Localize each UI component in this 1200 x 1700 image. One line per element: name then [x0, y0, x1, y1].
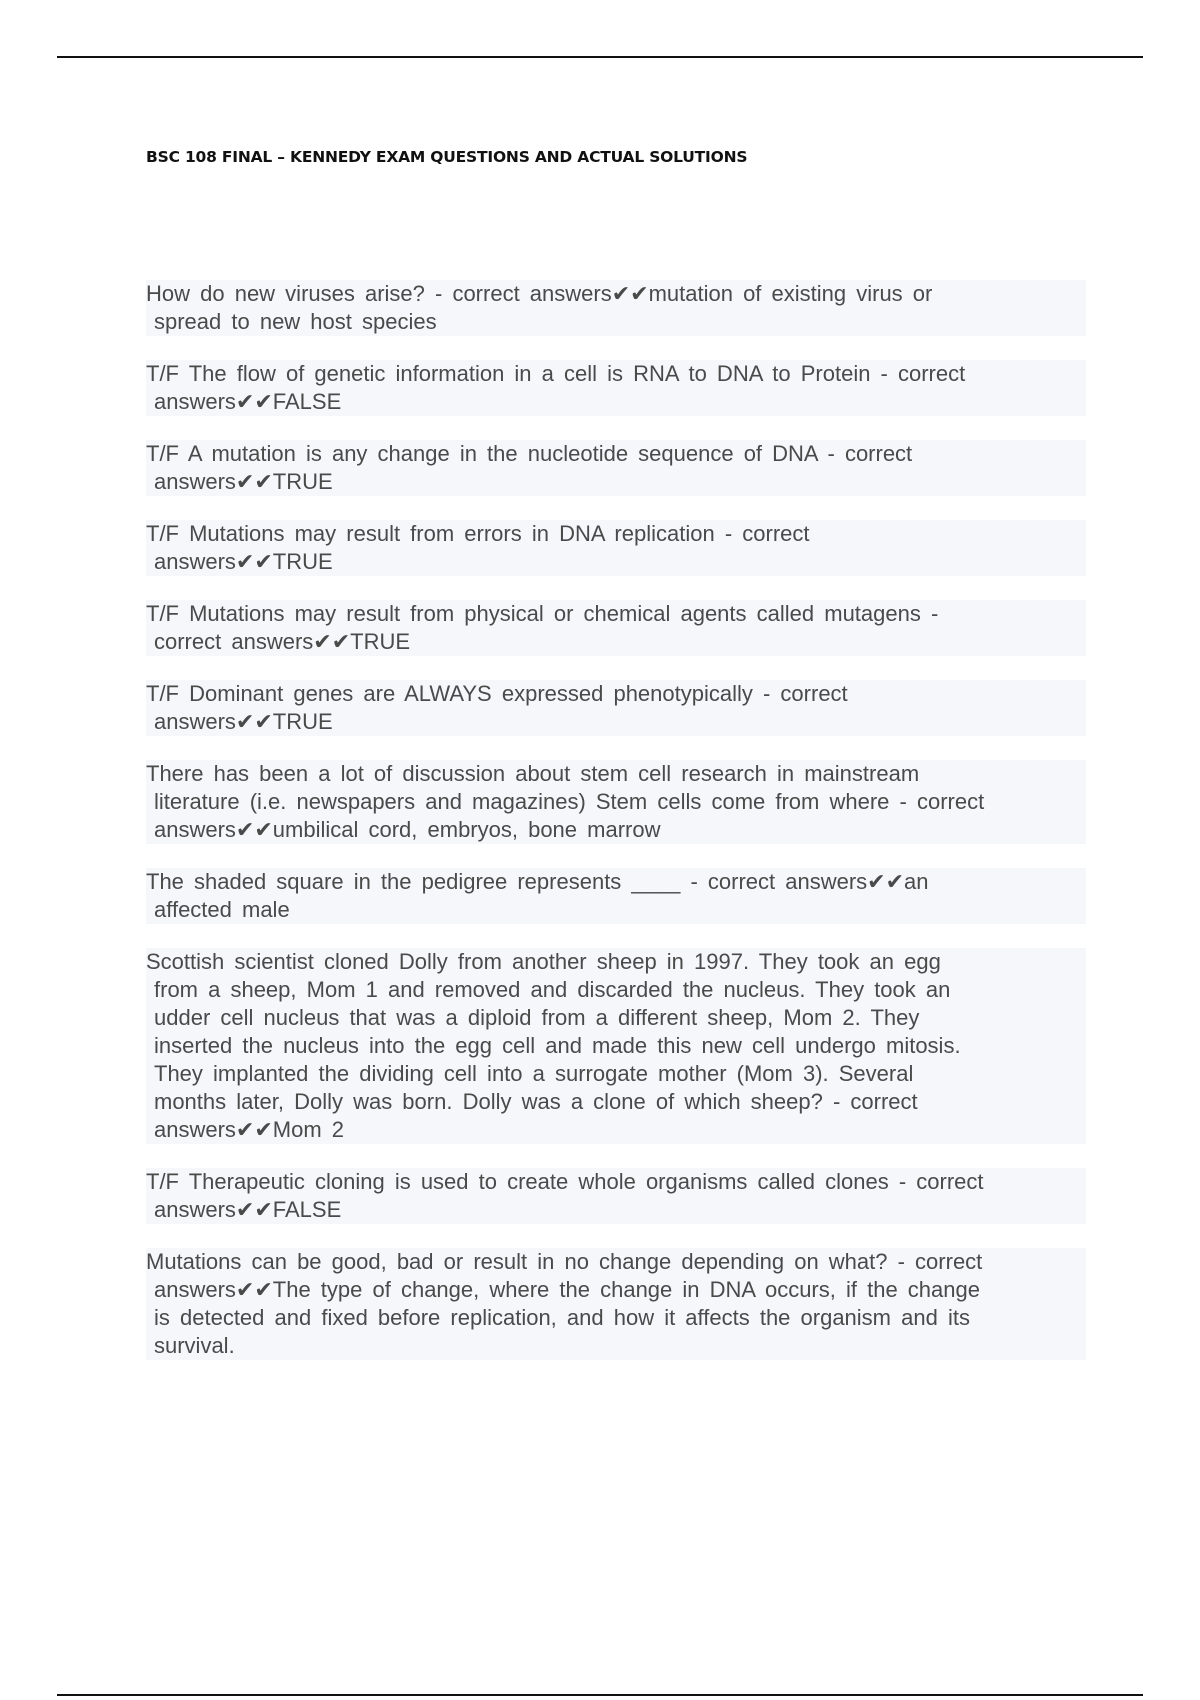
qa-line: spread to new host species	[146, 308, 1086, 336]
qa-line: months later, Dolly was born. Dolly was a clone of which sheep? - correct	[146, 1088, 1086, 1116]
qa-item	[146, 520, 1086, 576]
qa-line: affected male	[146, 896, 1086, 924]
document-title: BSC 108 FINAL – KENNEDY EXAM QUESTIONS AND ACTUAL SOLUTIONS	[146, 148, 748, 166]
qa-line: answers✔✔Mom 2	[146, 1116, 1086, 1144]
qa-line: There has been a lot of discussion about stem cell research in mainstream	[146, 760, 1086, 788]
qa-line: literature (i.e. newspapers and magazines) Stem cells come from where - correct	[146, 788, 1086, 816]
qa-item	[146, 600, 1086, 656]
qa-line: inserted the nucleus into the egg cell and made this new cell undergo mitosis.	[146, 1032, 1086, 1060]
qa-line: T/F Mutations may result from physical or chemical agents called mutagens -	[146, 600, 1086, 628]
qa-line: answers✔✔The type of change, where the change in DNA occurs, if the change	[146, 1276, 1086, 1304]
qa-item	[146, 868, 1086, 924]
qa-line: answers✔✔TRUE	[146, 548, 1086, 576]
qa-line: T/F A mutation is any change in the nucleotide sequence of DNA - correct	[146, 440, 1086, 468]
qa-line: correct answers✔✔TRUE	[146, 628, 1086, 656]
qa-line: udder cell nucleus that was a diploid from a different sheep, Mom 2. They	[146, 1004, 1086, 1032]
qa-line: is detected and fixed before replication, and how it affects the organism and its	[146, 1304, 1086, 1332]
qa-item	[146, 760, 1086, 844]
qa-item	[146, 440, 1086, 496]
qa-line: from a sheep, Mom 1 and removed and discarded the nucleus. They took an	[146, 976, 1086, 1004]
qa-line: They implanted the dividing cell into a surrogate mother (Mom 3). Several	[146, 1060, 1086, 1088]
header-rule	[57, 56, 1143, 58]
qa-line: T/F Mutations may result from errors in DNA replication - correct	[146, 520, 1086, 548]
qa-line: answers✔✔FALSE	[146, 388, 1086, 416]
qa-line: answers✔✔FALSE	[146, 1196, 1086, 1224]
qa-item	[146, 1248, 1086, 1360]
qa-list	[146, 280, 1086, 1384]
qa-line: T/F Therapeutic cloning is used to create whole organisms called clones - correct	[146, 1168, 1086, 1196]
qa-item	[146, 948, 1086, 1144]
qa-line: How do new viruses arise? - correct answers✔✔mutation of existing virus or	[146, 280, 1086, 308]
qa-line: Scottish scientist cloned Dolly from another sheep in 1997. They took an egg	[146, 948, 1086, 976]
footer-rule	[57, 1694, 1143, 1696]
qa-item	[146, 360, 1086, 416]
qa-item	[146, 1168, 1086, 1224]
qa-line: answers✔✔TRUE	[146, 708, 1086, 736]
qa-line: Mutations can be good, bad or result in no change depending on what? - correct	[146, 1248, 1086, 1276]
qa-line: T/F Dominant genes are ALWAYS expressed phenotypically - correct	[146, 680, 1086, 708]
qa-line: survival.	[146, 1332, 1086, 1360]
qa-line: answers✔✔umbilical cord, embryos, bone marrow	[146, 816, 1086, 844]
qa-line: T/F The flow of genetic information in a cell is RNA to DNA to Protein - correct	[146, 360, 1086, 388]
qa-line: The shaded square in the pedigree represents ____ - correct answers✔✔an	[146, 868, 1086, 896]
qa-item	[146, 280, 1086, 336]
qa-line: answers✔✔TRUE	[146, 468, 1086, 496]
qa-item	[146, 680, 1086, 736]
